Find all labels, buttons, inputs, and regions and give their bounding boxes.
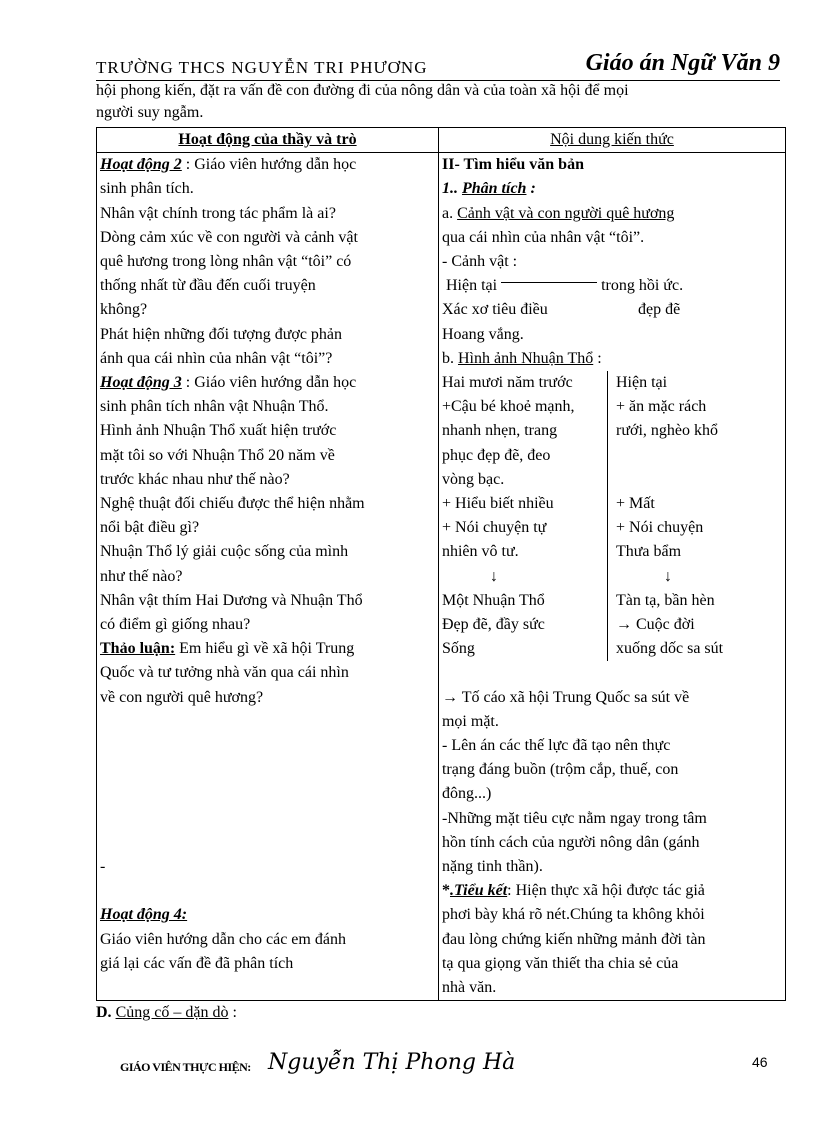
question-line: như thế nào? (100, 567, 183, 585)
question-line: mặt tôi so với Nhuận Thổ 20 năm về (100, 446, 335, 464)
comparison-line: + Mất (615, 495, 655, 513)
comparison-line: rưới, nghèo khổ (615, 422, 718, 440)
nhuan-tho-comparison (442, 371, 782, 661)
question-line: Nghệ thuật đối chiếu được thể hiện nhằm (100, 495, 365, 513)
intro-line-1: hội phong kiến, đặt ra vấn đề con đường đi của nông dân và của toàn xã hội để mọi (96, 82, 629, 99)
conclusion-line: hồn tính cách của người nông dân (gánh (441, 833, 700, 851)
comparison-line: Một Nhuận Thổ (441, 591, 545, 609)
dash-marker: - (100, 858, 106, 875)
conclusion-line: → Tố cáo xã hội Trung Quốc sa sút về (441, 688, 690, 706)
question-line: Hình ảnh Nhuận Thổ xuất hiện trước (100, 422, 337, 440)
question-line: không? (100, 301, 148, 319)
page-header (96, 52, 780, 81)
knowledge-content (438, 153, 785, 1001)
comparison-line: Sống (441, 640, 475, 658)
conclusion-line: - Lên án các thế lực đã tạo nên thực (441, 737, 671, 755)
table-header-row (97, 128, 786, 153)
school-name: TRƯỜNG THCS NGUYỄN TRI PHƯƠNG (96, 58, 428, 77)
teacher-name: Nguyễn Thị Phong Hà (268, 1050, 516, 1075)
conclusion-line: mọi mặt. (441, 712, 499, 730)
text-line: Giáo viên hướng dẫn cho các em đánh (100, 930, 346, 948)
teacher-student-activities (97, 153, 439, 1001)
section-d: D. Củng cố – dặn dò : (96, 1004, 237, 1021)
comparison-line: + ăn mặc rách (615, 398, 707, 416)
activity-3: Hoạt động 3 : Giáo viên hướng dẫn học (100, 374, 357, 392)
section-heading: II- Tìm hiểu văn bản (441, 156, 584, 174)
comparison-row: Hiện tại trong hồi ức. (445, 277, 684, 295)
comparison-line (616, 468, 723, 492)
past-column (442, 371, 608, 661)
question-line: trước khác nhau như thế nào? (100, 470, 290, 488)
divider-line (501, 282, 597, 283)
comparison-line: vòng bạc. (441, 470, 505, 488)
comparison-line: + Nói chuyện (615, 519, 704, 537)
question-line: về con người quê hương? (100, 688, 264, 706)
lesson-table (96, 127, 786, 1001)
comparison-line: phục đẹp đẽ, đeo (441, 446, 551, 464)
table-body-row (97, 153, 786, 1001)
activity-4: Hoạt động 4: (100, 906, 188, 924)
right-column-header: Nội dung kiến thức (438, 128, 785, 153)
question-line: nổi bật điều gì? (100, 519, 200, 537)
present-column (608, 371, 723, 661)
intro-line-2: người suy ngẫm. (96, 104, 204, 121)
text-line: - Cảnh vật : (441, 253, 518, 271)
comparison-line: Hai mươi năm trước (441, 374, 573, 392)
subheading-a: a. Cảnh vật và con người quê hương (441, 204, 675, 222)
comparison-line: → Cuộc đời (615, 616, 695, 634)
question-line: Nhân vật chính trong tác phẩm là ai? (100, 204, 336, 222)
document-title: Giáo án Ngữ Văn 9 (585, 50, 780, 76)
question-line: Nhuận Thổ lý giải cuộc sống của mình (100, 543, 349, 561)
text-line: qua cái nhìn của nhân vật “tôi”. (441, 228, 645, 246)
comparison-line: xuống dốc sa sút (615, 640, 724, 658)
comparison-line: Tàn tạ, bần hèn (615, 591, 715, 609)
summary-line: nhà văn. (441, 979, 497, 997)
question-line: ánh qua cái nhìn của nhân vật “tôi”? (100, 349, 333, 367)
comparison-line: Hiện tại (615, 374, 668, 392)
activity-2: Hoạt động 2 : Giáo viên hướng dẫn học (100, 156, 357, 174)
conclusion-line: -Những mặt tiêu cực nằm ngay trong tâm (441, 809, 707, 827)
comparison-line: + Hiểu biết nhiều (441, 495, 554, 513)
question-line: Phát hiện những đối tượng được phản (100, 325, 343, 343)
comparison-line: nhanh nhẹn, trang (441, 422, 558, 440)
text-line: sinh phân tích. (100, 180, 194, 198)
question-line: Nhân vật thím Hai Dương và Nhuận Thổ (100, 591, 363, 609)
comparison-line: Thưa bẩm (615, 543, 682, 561)
comparison-line: ↓ (489, 567, 498, 585)
summary-line: phơi bày khá rõ nét.Chúng ta không khỏi (441, 906, 705, 924)
question-line: Quốc và tư tưởng nhà văn qua cái nhìn (100, 664, 349, 682)
conclusion-line: đông...) (441, 785, 492, 803)
left-column-header: Hoạt động của thầy và trò (97, 128, 439, 153)
question-line: Dòng cảm xúc về con người và cảnh vật (100, 228, 358, 246)
comparison-line: +Cậu bé khoẻ mạnh, (441, 398, 575, 416)
comparison-line: Đẹp đẽ, đầy sức (441, 616, 545, 634)
question-line: có điểm gì giống nhau? (100, 616, 251, 634)
comparison-row: Xác xơ tiêu điều đẹp đẽ (441, 301, 681, 319)
question-line: quê hương trong lòng nhân vật “tôi” có (100, 253, 352, 271)
text-line: sinh phân tích nhân vật Nhuận Thổ. (100, 398, 329, 416)
intro-text (96, 80, 786, 124)
text-line: giá lại các vấn đề đã phân tích (100, 954, 294, 972)
analysis-heading: 1.. Phân tích : (441, 180, 536, 198)
discussion: Thảo luận: Em hiểu gì về xã hội Trung (100, 640, 355, 658)
subheading-b: b. Hình ảnh Nhuận Thổ : (441, 349, 602, 367)
teacher-label: GIÁO VIÊN THỰC HIỆN: (120, 1060, 251, 1074)
comparison-line: ↓ (663, 567, 672, 585)
question-line: thống nhất từ đầu đến cuối truyện (100, 277, 316, 295)
comparison-line: nhiên vô tư. (441, 543, 519, 561)
text-line: Hoang vắng. (441, 325, 524, 343)
comparison-line (616, 444, 723, 468)
conclusion-line: trạng đáng buồn (trộm cắp, thuế, con (441, 761, 679, 779)
summary-line: tạ qua giọng văn thiết tha chia sẻ của (441, 954, 679, 972)
comparison-line: + Nói chuyện tự (441, 519, 547, 537)
summary: *.Tiểu kết: Hiện thực xã hội được tác giả (441, 882, 705, 900)
page-number: 46 (752, 1054, 768, 1070)
summary-line: đau lòng chứng kiến những mảnh đời tàn (441, 930, 706, 948)
conclusion-line: nặng tinh thần). (441, 858, 543, 876)
